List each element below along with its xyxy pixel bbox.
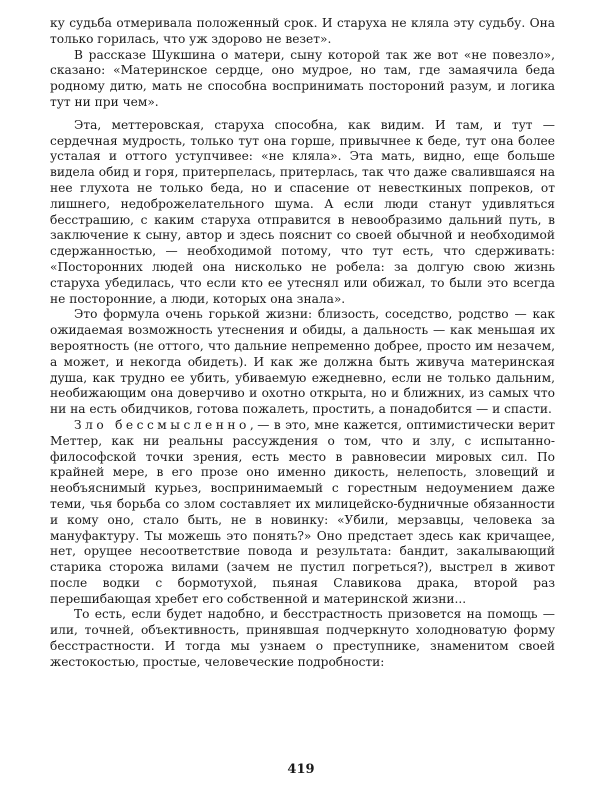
paragraph-2: В рассказе Шукшина о матери, сыну которой так же вот «не повезло», сказано: «Материнское сердце, оно мудрое, но там, где замаячила беда родному дитю, мать не способна воспринимать постороний разум, и логика тут ни при чем». — [50, 47, 555, 109]
paragraph-5-text: — в это, мне кажется, оптимистически верит Меттер, как ни реальны рассуждения о том, что и злу, с испытанно-философской точки зрения, есть место в равновесии мировых сил. По крайней мере, в его прозе оно именно дикость, нелепость, зловещий и необъяснимый курьез, воспринимаемый с горестным недоумением даже теми, чья борьба со злом составляет их милицейско-будничные обязанности и кому оно, стало быть, не в новинку: «Убили, мерзавцы, человека за мануфактуру. Ты можешь это понять?» Оно предстает здесь как кричащее, нет, орущее несоответствие повода и результата: бандит, закалывающий старика сторожа вилами (зачем не пустил погреться?), выстрел в живот после водки с бормотухой, пьяная Славикова драка, второй раз перешибающая хребет его собственной и материнской жизни... — [50, 417, 555, 606]
paragraph-4: Это формула очень горькой жизни: близость, соседство, родство — как ожидаемая возможность утеснения и обиды, а дальность — как меньшая их вероятность (не оттого, что дальние непременно добрее, просто им незачем, а может, и некогда обидеть). И как же должна быть живуча материнская душа, как трудно ее убить, убиваемую ежедневно, если не только дальним, необижающим она доверчиво и охотно открыта, но и ближних, из самых что ни на есть обидчиков, готова пожалеть, простить, а понадобится — и спасти. — [50, 307, 555, 417]
page-body — [50, 16, 555, 671]
page-number: 419 — [287, 762, 315, 777]
paragraph-5-lead: Зло бессмысленно, — [74, 417, 258, 432]
paragraph-1: ку судьба отмеривала положенный срок. И старуха не кляла эту судьбу. Она только горилась, что уж здорово не везет». — [50, 16, 555, 46]
paragraph-3: Эта, меттеровская, старуха способна, как видим. И там, и тут — сердечная мудрость, только тут она горше, привычнее к беде, тут она более усталая и оттого уступчивее: «не кляла». Эта мать, видно, еще больше видела обид и горя, притерпелась, притерлась, так что даже свалившаяся на нее глухота не только беда, но и спасение от невесткиных попреков, от лишнего, недоброжелательного шума. А если люди станут удивляться бесстрашию, с каким старуха отправится в невообразимо дальний путь, в заключение к сыну, автор и здесь пояснит со своей обычной и необходимой сдержанностью, — необходимой потому, что тут есть, что сдерживать: «Посторонних людей она нисколько не робела: за долгую свою жизнь старуха убедилась, что если кто ее утеснял или обижал, то были это всегда не посторонние, а люди, которых она знала». — [50, 117, 555, 306]
paragraph-5 — [50, 418, 555, 608]
paragraph-6: То есть, если будет надобно, и бесстрастность призовется на помощь — или, точней, объективность, принявшая подчеркнуто холодноватую форму бесстрастности. И тогда мы узнаем о преступнике, знаменитом своей жестокостью, простые, человеческие подробности: — [50, 607, 555, 669]
